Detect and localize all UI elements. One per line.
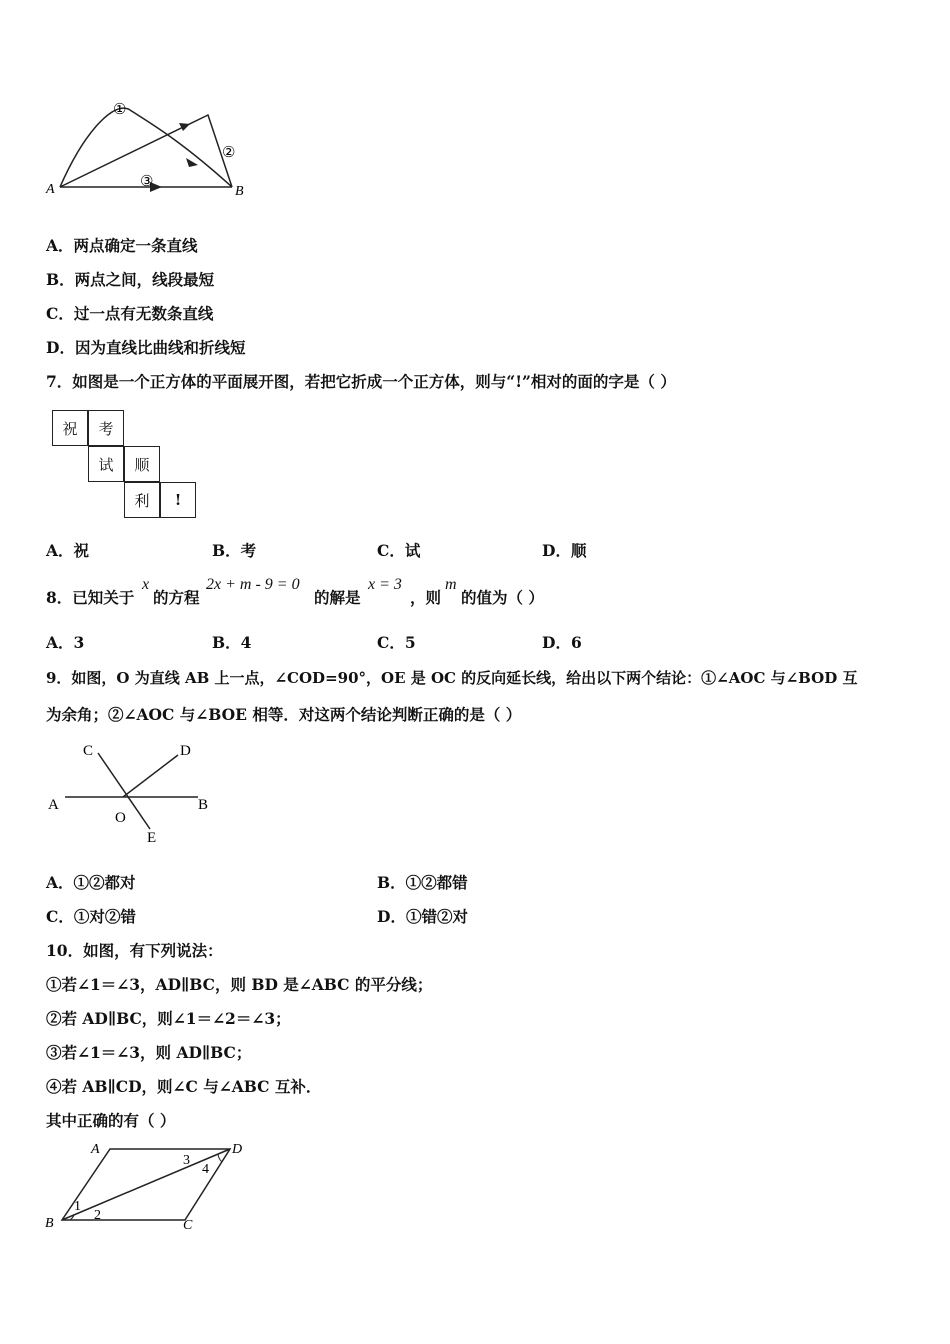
q8-var-x: x (142, 576, 150, 593)
q6-option-c: C．过一点有无数条直线 (46, 304, 214, 323)
q9-label-a: A (48, 797, 59, 813)
q9-option-b: B．①②都错 (377, 873, 468, 892)
q8-option-b: B．4 (212, 633, 252, 652)
q10-label-c: C (183, 1218, 193, 1233)
q9-option-d: D．①错②对 (377, 907, 468, 926)
q6-route-figure (40, 95, 260, 205)
q6-label-b: B (235, 184, 244, 199)
net-cell: 试 (88, 446, 124, 482)
q9-label-o: O (115, 810, 126, 826)
route-1-arrowhead (186, 158, 198, 167)
q8-option-a: A．3 (46, 633, 85, 652)
net-cell: 顺 (124, 446, 160, 482)
q7-option-b: B．考 (212, 541, 257, 560)
diagonal-bd (62, 1149, 230, 1220)
q10-statement-4: ④若 AB∥CD，则∠C 与∠ABC 互补． (46, 1077, 322, 1096)
q6-option-d: D．因为直线比曲线和折线短 (46, 338, 246, 357)
angle-4-arc (218, 1154, 222, 1162)
net-cell: 利 (124, 482, 160, 518)
q6-route3-mark: ③ (140, 174, 154, 190)
q8-part4: ，则 (410, 588, 442, 607)
q9-stem-line1: 9．如图，O 为直线 AB 上一点，∠COD=90°，OE 是 OC 的反向延长线，给出以下两个结论：①∠AOC 与∠BOD 互 (46, 669, 858, 687)
net-cell: 考 (88, 410, 124, 446)
ray-od (123, 755, 178, 797)
q9-label-c: C (83, 743, 94, 759)
q9-option-a: A．①②都对 (46, 873, 136, 892)
q8-part1: 8．已知关于 (46, 588, 135, 607)
q7-option-c: C．试 (377, 541, 421, 560)
q8-part5: 的值为（ ） (461, 588, 544, 607)
net-cell: ! (160, 482, 196, 518)
q8-equation: 2x + m - 9 = 0 (206, 576, 300, 593)
q8-solution: x = 3 (368, 576, 402, 593)
q10-statement-3: ③若∠1＝∠3，则 AD∥BC； (46, 1043, 252, 1062)
q9-label-e: E (147, 830, 157, 846)
q10-label-d: D (232, 1142, 243, 1157)
q8-option-d: D．6 (542, 633, 582, 652)
q6-option-a: A．两点确定一条直线 (46, 236, 198, 255)
q7-option-d: D．顺 (542, 541, 587, 560)
q7-stem: 7．如图是一个正方体的平面展开图，若把它折成一个正方体，则与“!”相对的面的字是（ ） (46, 372, 676, 391)
q6-option-b: B．两点之间，线段最短 (46, 270, 215, 289)
q6-label-a: A (46, 182, 55, 197)
q10-label-b: B (45, 1216, 54, 1231)
q10-parallelogram-figure (40, 1135, 260, 1235)
q10-statement-1: ①若∠1＝∠3，AD∥BC，则 BD 是∠ABC 的平分线； (46, 975, 433, 994)
q10-label-a: A (91, 1142, 100, 1157)
q8-part2: 的方程 (153, 588, 200, 607)
q8-part3: 的解是 (314, 588, 361, 607)
q8-var-m: m (445, 576, 457, 593)
q10-angle-1: 1 (74, 1199, 81, 1214)
q10-angle-4: 4 (202, 1162, 209, 1177)
q10-question: 其中正确的有（ ） (46, 1111, 176, 1130)
q10-statement-2: ②若 AD∥BC，则∠1＝∠2＝∠3； (46, 1009, 291, 1028)
q8-option-c: C．5 (377, 633, 416, 652)
net-cell: 祝 (52, 410, 88, 446)
q9-angle-figure (40, 735, 230, 850)
q7-option-a: A．祝 (46, 541, 90, 560)
q6-route1-mark: ① (113, 102, 127, 118)
q9-stem-line2: 为余角；②∠AOC 与∠BOE 相等．对这两个结论判断正确的是（ ） (46, 705, 522, 724)
route-2-arrowhead (179, 123, 190, 131)
q10-angle-2: 2 (94, 1208, 101, 1223)
q9-label-b: B (198, 797, 209, 813)
q10-angle-3: 3 (183, 1153, 190, 1168)
q10-stem: 10．如图，有下列说法： (46, 941, 223, 960)
q9-label-d: D (180, 743, 191, 759)
q9-option-c: C．①对②错 (46, 907, 136, 926)
q6-route2-mark: ② (222, 145, 236, 161)
